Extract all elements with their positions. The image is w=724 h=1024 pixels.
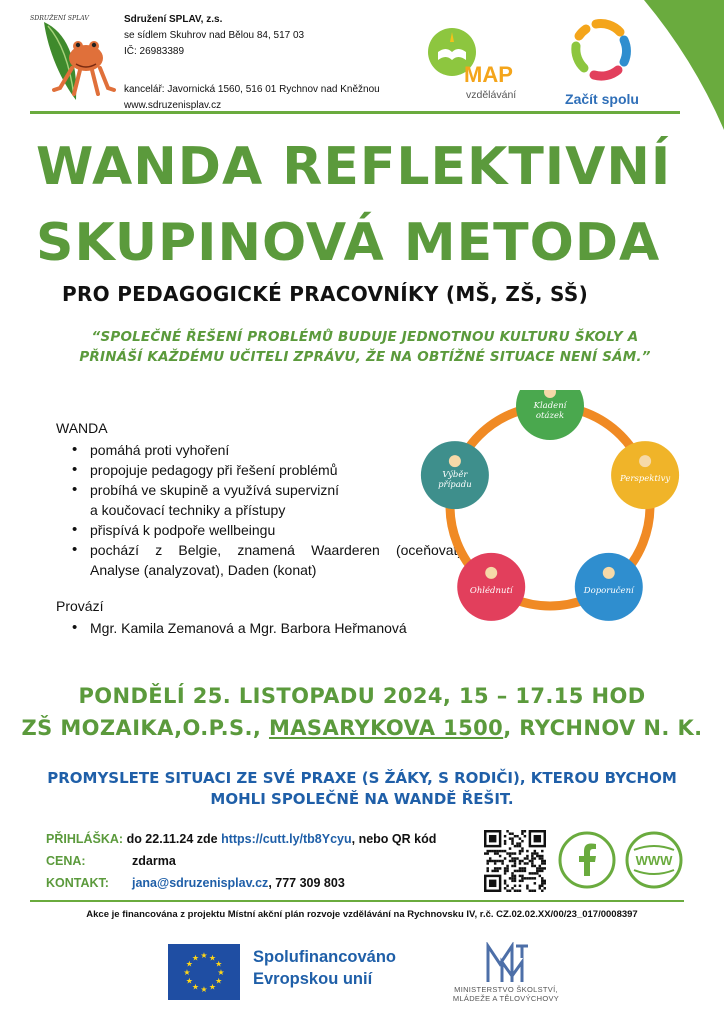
footer-divider — [30, 900, 684, 902]
eu-star-icon: ★ — [185, 959, 193, 969]
eu-star-icon: ★ — [200, 951, 208, 960]
organization-id: IČ: 26983389 — [124, 46, 185, 57]
cycle-step-label: Doporučení — [583, 585, 634, 596]
person-figure-icon — [639, 455, 651, 467]
venue-street-link[interactable]: MASARYKOVA 1500 — [268, 716, 504, 740]
price-value: zdarma — [132, 854, 176, 868]
contact-label: KONTAKT: — [46, 876, 109, 890]
venue-city: , RYCHNOV N. K. — [503, 716, 703, 740]
funding-statement: Akce je financována z projektu Místní akční plán rozvoje vzdělávání na Rychnovsku IV, r.č. CZ.02.02.XX/00/23_017/0008397 — [86, 909, 638, 920]
contact-phone: , 777 309 803 — [268, 876, 345, 890]
organization-info — [124, 12, 380, 114]
website-globe-icon[interactable] — [624, 830, 684, 890]
event-venue — [0, 716, 724, 740]
msmt-line-2: MLÁDEŽE A TĚLOVÝCHOVY — [452, 994, 560, 1003]
eu-star-icon: ★ — [215, 976, 223, 986]
participant-prompt — [30, 768, 694, 810]
msmt-ministry-name — [440, 985, 572, 1003]
eu-star-icon: ★ — [208, 982, 217, 992]
cycle-step-label: Výběr — [442, 470, 468, 481]
msmt-logo-icon — [482, 942, 532, 986]
motto-line-1: “SPOLEČNÉ ŘEŠENÍ PROBLÉMŮ BUDUJE JEDNOTNOU KULTURU ŠKOLY A — [91, 329, 639, 345]
price-row — [46, 850, 436, 872]
facebook-icon[interactable] — [557, 830, 617, 890]
eu-star-icon: ★ — [200, 985, 208, 994]
logo-wordmark: SDRUŽENÍ SPLAV — [30, 15, 89, 22]
qr-code[interactable] — [484, 830, 546, 892]
eu-star-icon: ★ — [215, 959, 223, 969]
www-icon-label: WWW — [635, 853, 673, 868]
map-vzdelavani-logo — [426, 26, 532, 106]
guides-list — [56, 618, 466, 638]
splav-frog-logo — [26, 12, 118, 104]
signup-link[interactable]: https://cutt.ly/tb8Ycyu — [221, 832, 352, 846]
signup-row — [46, 828, 436, 850]
signup-qr-note: , nebo QR kód — [351, 832, 437, 846]
list-item: • pochází z Belgie, znamená Waarderen (oceňovat), — [56, 540, 466, 560]
contact-row — [46, 872, 436, 894]
list-item: • pomáhá proti vyhoření — [56, 440, 466, 460]
signup-text: do 22.11.24 zde — [123, 832, 222, 846]
motto-line-2: PŘINÁŠÍ KAŽDÉMU UČITELI ZPRÁVU, ŽE NA OBTÍŽNÉ SITUACE NENÍ SÁM.” — [79, 349, 651, 365]
msmt-line-1: MINISTERSTVO ŠKOLSTVÍ, — [454, 985, 558, 994]
eu-star-icon: ★ — [191, 982, 200, 992]
map-logo-subtext: vzdělávání — [466, 89, 517, 101]
title-line-1: WANDA REFLEKTIVNÍ — [36, 137, 672, 197]
eu-text-line-2: Evropskou unií — [253, 970, 373, 988]
price-label: CENA: — [46, 854, 86, 868]
eu-flag-icon — [168, 944, 240, 1000]
target-audience: PRO PEDAGOGICKÉ PRACOVNÍKY (MŠ, ZŠ, SŠ) — [62, 282, 589, 306]
person-figure-icon — [603, 567, 615, 579]
list-item: • probíhá ve skupině a využívá supervizní — [56, 480, 466, 500]
map-logo-text: MAP — [464, 62, 513, 87]
wanda-heading: WANDA — [56, 420, 108, 436]
cycle-step-label: případu — [438, 480, 472, 491]
list-item: • Mgr. Kamila Zemanová a Mgr. Barbora Heřmanová — [56, 618, 466, 638]
guides-heading: Provází — [56, 598, 104, 614]
motto-quote — [40, 327, 690, 367]
cycle-step-label: otázek — [535, 411, 565, 421]
list-item: • propojuje pedagogy při řešení problémů — [56, 460, 466, 480]
wanda-benefits-list — [56, 440, 466, 580]
cycle-step-label: Kladení — [533, 401, 567, 411]
wanda-cycle-diagram — [408, 390, 698, 630]
prompt-line-1: PROMYSLETE SITUACI ZE SVÉ PRAXE (S ŽÁKY, S RODIČI), KTEROU BYCHOM — [47, 769, 677, 787]
list-item-continuation: a koučovací techniky a přístupy — [90, 502, 286, 518]
registration-info — [46, 828, 436, 894]
office-address: kancelář: Javornická 1560, 516 01 Rychnov nad Kněžnou — [124, 84, 380, 95]
person-figure-icon — [485, 567, 497, 579]
venue-name: ZŠ MOZAIKA,O.P.S., — [21, 716, 269, 740]
cycle-step-label: Ohlédnutí — [469, 585, 513, 596]
person-figure-icon — [449, 455, 461, 467]
eu-star-icon: ★ — [217, 968, 225, 977]
eu-star-icon: ★ — [185, 976, 193, 986]
title-line-2: SKUPINOVÁ METODA — [36, 213, 661, 273]
zacit-logo-text: Začít spolu — [565, 91, 639, 107]
eu-text-line-1: Spolufinancováno — [253, 948, 397, 966]
contact-email-link[interactable]: jana@sdruzenisplav.cz — [132, 876, 269, 890]
wanda-description — [56, 418, 466, 638]
header-divider — [30, 111, 680, 114]
list-item: • přispívá k podpoře wellbeingu — [56, 520, 466, 540]
organization-address: se sídlem Skuhrov nad Bělou 84, 517 03 — [124, 30, 305, 41]
organization-name: Sdružení SPLAV, z.s. — [124, 14, 223, 25]
eu-star-icon: ★ — [208, 953, 217, 963]
signup-label: PŘIHLÁŠKA: — [46, 832, 124, 846]
event-date: PONDĚLÍ 25. LISTOPADU 2024, 15 – 17.15 HOD — [78, 684, 646, 708]
eu-star-icon: ★ — [191, 953, 200, 963]
list-item-continuation: Analyse (analyzovat), Daden (konat) — [90, 562, 317, 578]
prompt-line-2: MOHLI SPOLEČNĚ NA WANDĚ ŘEŠIT. — [210, 790, 514, 808]
eu-star-icon: ★ — [183, 968, 191, 977]
eu-cofunding-text — [253, 946, 396, 990]
cycle-step-label: Perspektivy — [620, 474, 671, 485]
organization-website[interactable]: www.sdruzenisplav.cz — [124, 100, 222, 111]
